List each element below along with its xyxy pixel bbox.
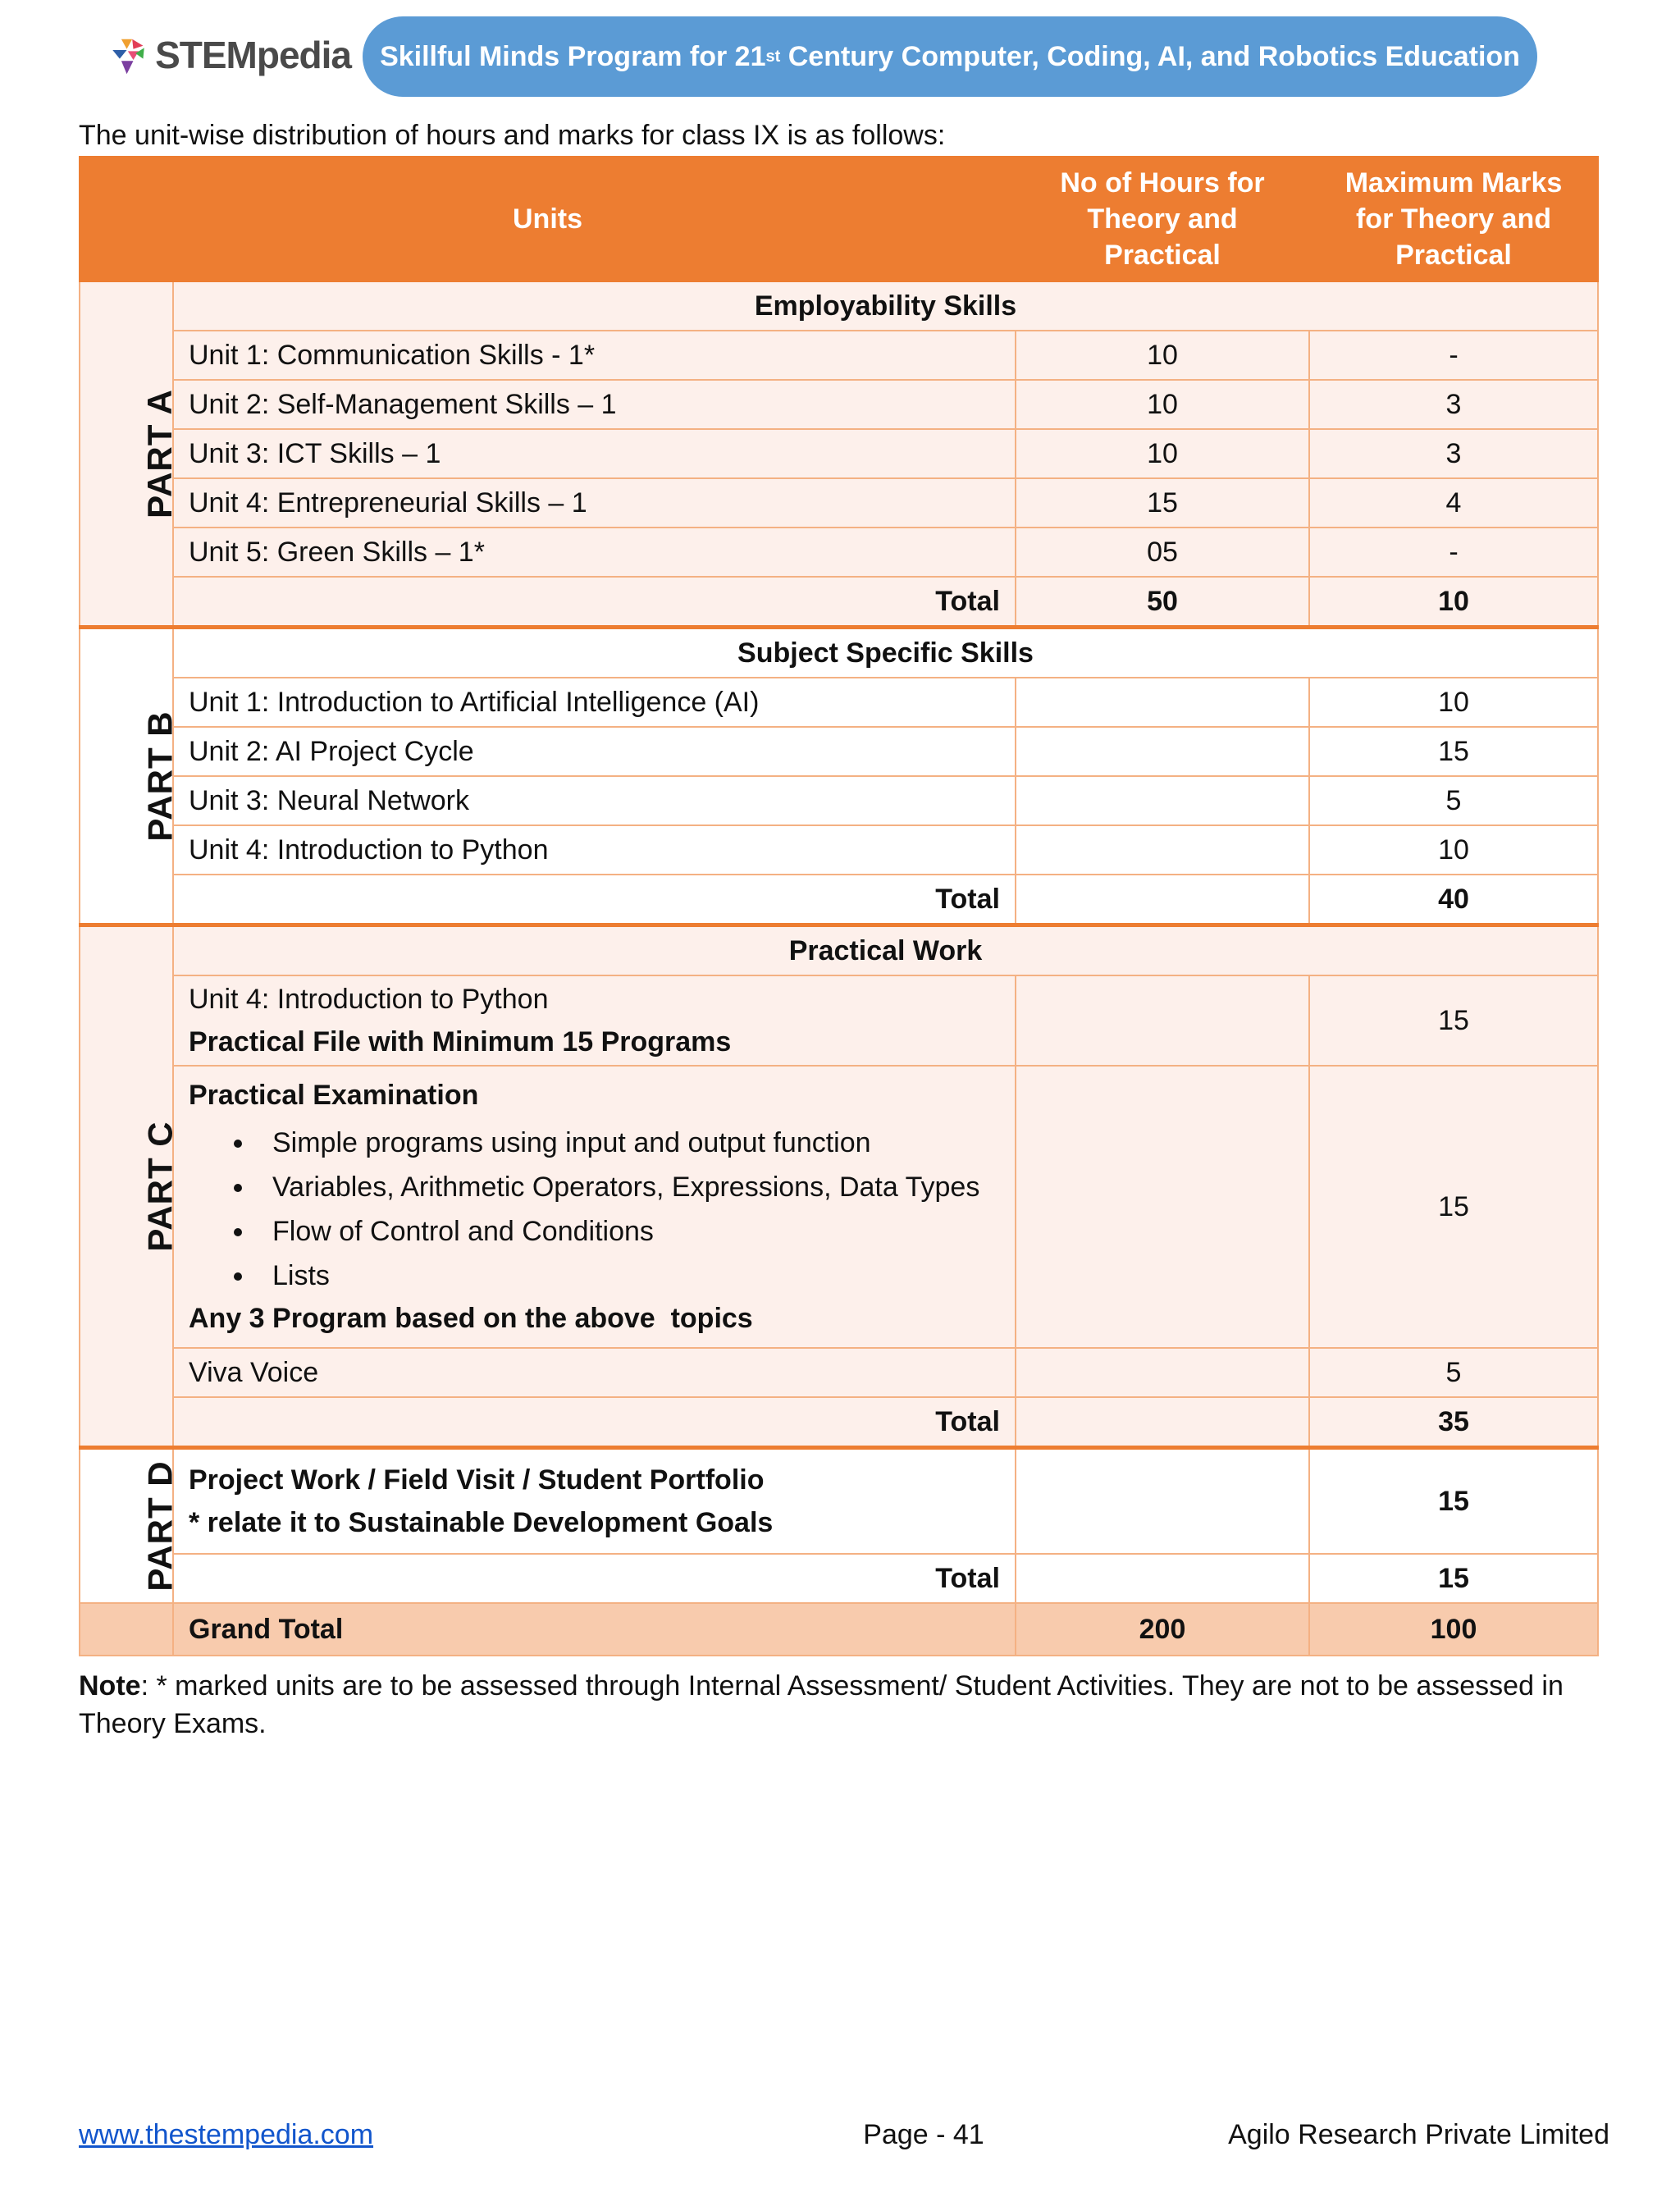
total-label: Total — [173, 1554, 1016, 1603]
page-footer — [79, 2119, 1609, 2155]
page-number: Page - 41 — [863, 2119, 984, 2150]
intro-text: The unit-wise distribution of hours and marks for class IX is as follows: — [79, 120, 946, 151]
table-row — [80, 478, 1598, 528]
hours-cell — [1016, 776, 1309, 825]
hours-cell — [1016, 825, 1309, 875]
part-b-label: PART B — [140, 710, 180, 842]
unit-cell: Unit 3: ICT Skills – 1 — [173, 429, 1016, 478]
grand-total-empty — [80, 1603, 173, 1656]
hours-cell — [1016, 678, 1309, 727]
part-d-label-cell — [80, 1448, 180, 1604]
hours-cell — [1016, 975, 1309, 1066]
practical-file-unit: Unit 4: Introduction to Python — [189, 984, 549, 1015]
table-row — [80, 1348, 1598, 1397]
practical-file-title: Practical File with Minimum 15 Programs — [189, 1026, 732, 1057]
units-table — [79, 156, 1599, 1656]
unit-cell: Unit 4: Introduction to Python — [173, 825, 1016, 875]
page-header — [0, 0, 1680, 115]
table-row — [80, 1448, 1598, 1555]
marks-cell: 3 — [1309, 429, 1598, 478]
grand-total-label: Grand Total — [173, 1603, 1016, 1656]
total-row — [80, 875, 1598, 925]
hours-cell: 10 — [1016, 331, 1309, 380]
practical-exam-topics — [189, 1121, 1000, 1298]
total-hours: 50 — [1016, 577, 1309, 628]
table-row — [80, 331, 1598, 380]
total-label: Total — [173, 577, 1016, 628]
total-row — [80, 1397, 1598, 1448]
header-hours: No of Hours for Theory and Practical — [1016, 157, 1309, 281]
total-hours — [1016, 1554, 1309, 1603]
section-title: Practical Work — [173, 925, 1598, 976]
table-row — [80, 528, 1598, 577]
total-marks: 15 — [1309, 1554, 1598, 1603]
marks-cell: 15 — [1309, 1448, 1598, 1555]
marks-cell: 5 — [1309, 776, 1598, 825]
hours-cell: 10 — [1016, 380, 1309, 429]
marks-cell: 15 — [1309, 727, 1598, 776]
part-a-label-cell — [80, 281, 179, 628]
banner-superscript: st — [765, 47, 781, 66]
marks-cell: 10 — [1309, 825, 1598, 875]
marks-cell: 4 — [1309, 478, 1598, 528]
unit-cell: Viva Voice — [173, 1348, 1016, 1397]
hours-cell: 10 — [1016, 429, 1309, 478]
practical-exam-title: Practical Examination — [189, 1080, 479, 1111]
part-b-label-cell — [80, 628, 180, 925]
marks-cell: 10 — [1309, 678, 1598, 727]
total-marks: 10 — [1309, 577, 1598, 628]
marks-cell: - — [1309, 331, 1598, 380]
table-row — [80, 429, 1598, 478]
practical-file-cell — [173, 975, 1016, 1066]
total-label: Total — [173, 875, 1016, 925]
header-units: Units — [80, 157, 1016, 281]
marks-cell: 3 — [1309, 380, 1598, 429]
total-hours — [1016, 875, 1309, 925]
note-paragraph — [79, 1667, 1605, 1743]
unit-cell: Unit 1: Introduction to Artificial Intelligence (AI) — [173, 678, 1016, 727]
part-c-label-cell — [80, 925, 180, 1448]
marks-cell: - — [1309, 528, 1598, 577]
section-title: Subject Specific Skills — [173, 628, 1598, 678]
table-row — [80, 1066, 1598, 1348]
project-work-cell — [173, 1448, 1016, 1555]
project-work-note: * relate it to Sustainable Development Goals — [189, 1507, 774, 1538]
practical-exam-cell — [173, 1066, 1016, 1348]
table-row — [80, 975, 1598, 1066]
grand-total-marks: 100 — [1309, 1603, 1598, 1656]
hours-cell — [1016, 1448, 1309, 1555]
unit-cell: Unit 3: Neural Network — [173, 776, 1016, 825]
header-marks: Maximum Marks for Theory and Practical — [1309, 157, 1598, 281]
section-row — [80, 281, 1598, 331]
hours-cell: 15 — [1016, 478, 1309, 528]
stempedia-logo[interactable] — [105, 20, 351, 90]
grand-total-row — [80, 1603, 1598, 1656]
hours-cell — [1016, 1066, 1309, 1348]
table-header-row — [80, 157, 1598, 281]
list-item: • Flow of Control and Conditions — [256, 1209, 1000, 1254]
list-item: • Variables, Arithmetic Operators, Expressions, Data Types — [256, 1165, 1000, 1209]
table-row — [80, 825, 1598, 875]
part-d-label: PART D — [140, 1460, 180, 1592]
unit-cell: Unit 2: Self-Management Skills – 1 — [173, 380, 1016, 429]
note-text: : * marked units are to be assessed through Internal Assessment/ Student Activities. They are not to be assessed in Theory Exams. — [79, 1670, 1564, 1739]
grand-total-hours: 200 — [1016, 1603, 1309, 1656]
total-marks: 40 — [1309, 875, 1598, 925]
banner-text-start: Skillful Minds Program for 21 — [380, 40, 766, 72]
table-row — [80, 776, 1598, 825]
total-row — [80, 1554, 1598, 1603]
marks-cell: 15 — [1309, 975, 1598, 1066]
table-row — [80, 678, 1598, 727]
program-banner — [363, 16, 1537, 97]
hours-cell: 05 — [1016, 528, 1309, 577]
unit-cell: Unit 2: AI Project Cycle — [173, 727, 1016, 776]
unit-cell: Unit 5: Green Skills – 1* — [173, 528, 1016, 577]
unit-cell: Unit 4: Entrepreneurial Skills – 1 — [173, 478, 1016, 528]
hours-cell — [1016, 727, 1309, 776]
note-label: Note — [79, 1670, 141, 1702]
part-a-label: PART A — [139, 389, 179, 518]
table-row — [80, 727, 1598, 776]
total-label: Total — [173, 1397, 1016, 1448]
website-link[interactable]: www.thestempedia.com — [79, 2119, 374, 2150]
project-work-title: Project Work / Field Visit / Student Portfolio — [189, 1464, 765, 1496]
list-item: • Lists — [256, 1254, 1000, 1298]
part-c-label: PART C — [140, 1121, 180, 1252]
total-hours — [1016, 1397, 1309, 1448]
total-row — [80, 577, 1598, 628]
banner-text-end: Century Computer, Coding, AI, and Robotics Education — [780, 40, 1520, 72]
company-name: Agilo Research Private Limited — [1228, 2119, 1609, 2150]
list-item: • Simple programs using input and output function — [256, 1121, 1000, 1165]
total-marks: 35 — [1309, 1397, 1598, 1448]
table-row — [80, 380, 1598, 429]
section-row — [80, 925, 1598, 976]
marks-cell: 5 — [1309, 1348, 1598, 1397]
stempedia-logo-icon — [105, 20, 152, 90]
section-title: Employability Skills — [173, 281, 1598, 331]
practical-exam-footer: Any 3 Program based on the above topics — [189, 1303, 753, 1334]
unit-cell: Unit 1: Communication Skills - 1* — [173, 331, 1016, 380]
logo-text: STEMpedia — [155, 34, 351, 76]
marks-cell: 15 — [1309, 1066, 1598, 1348]
section-row — [80, 628, 1598, 678]
hours-cell — [1016, 1348, 1309, 1397]
